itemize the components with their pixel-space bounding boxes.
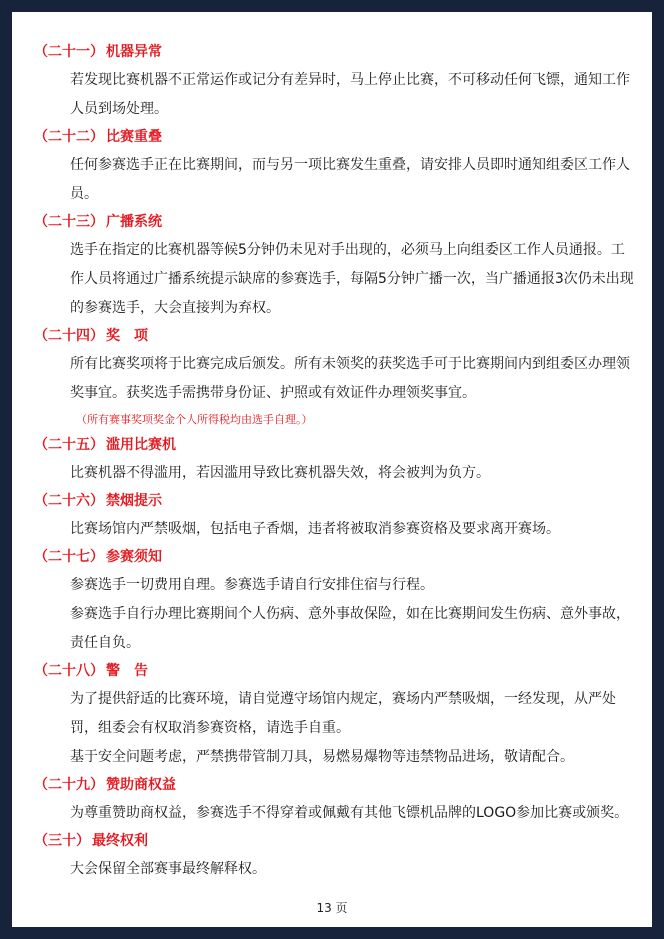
rule-section <box>34 661 634 775</box>
rule-section <box>34 212 634 326</box>
section-note: （所有赛事奖项奖金个人所得税均由选手自理。） <box>76 413 313 426</box>
section-number: （二十六） <box>34 493 104 509</box>
rule-section <box>34 831 634 887</box>
section-title: 赞助商权益 <box>106 777 176 793</box>
section-heading <box>34 212 634 232</box>
page-number: 13 页 <box>316 901 348 915</box>
section-heading <box>34 547 634 567</box>
section-paragraph: 比赛场馆内严禁吸烟，包括电子香烟，违者将被取消参赛资格及要求离开赛场。 <box>70 521 560 537</box>
section-paragraph: 为了提供舒适的比赛环境，请自觉遵守场馆内规定，赛场内严禁吸烟，一经发现，从严处罚，组委会有权取消参赛资格，请选手自重。 <box>70 691 616 736</box>
section-title: 最终权利 <box>92 833 148 849</box>
rule-section <box>34 42 634 127</box>
section-paragraph: 比赛机器不得滥用，若因滥用导致比赛机器失效，将会被判为负方。 <box>70 465 490 481</box>
section-title: 比赛重叠 <box>106 129 162 145</box>
section-number: （二十一） <box>34 44 104 60</box>
section-title: 奖 项 <box>106 328 148 344</box>
rule-section <box>34 326 634 435</box>
section-paragraph: 基于安全问题考虑，严禁携带管制刀具，易燃易爆物等违禁物品进场，敬请配合。 <box>70 749 574 765</box>
rule-section <box>34 547 634 661</box>
section-heading <box>34 775 634 795</box>
section-title: 参赛须知 <box>106 549 162 565</box>
section-heading <box>34 435 634 455</box>
section-heading <box>34 42 634 62</box>
section-title: 广播系统 <box>106 214 162 230</box>
rules-content <box>34 42 634 887</box>
section-paragraph: 选手在指定的比赛机器等候5分钟仍未见对手出现的，必须马上向组委区工作人员通报。工作人员将通过广播系统提示缺席的参赛选手，每隔5分钟广播一次，当广播通报3次仍未出现的参赛选手，大会直接判为弃权。 <box>70 242 634 316</box>
section-paragraph: 若发现比赛机器不正常运作或记分有差异时，马上停止比赛，不可移动任何飞镖，通知工作人员到场处理。 <box>70 72 630 117</box>
rule-section <box>34 491 634 547</box>
section-number: （三十） <box>34 833 90 849</box>
section-title: 机器异常 <box>106 44 162 60</box>
section-paragraph: 为尊重赞助商权益，参赛选手不得穿着或佩戴有其他飞镖机品牌的LOGO参加比赛或颁奖。 <box>70 805 629 821</box>
section-number: （二十七） <box>34 549 104 565</box>
section-heading <box>34 661 634 681</box>
section-heading <box>34 326 634 346</box>
section-heading <box>34 831 634 851</box>
section-number: （二十九） <box>34 777 104 793</box>
section-paragraph: 大会保留全部赛事最终解释权。 <box>70 861 266 877</box>
rule-section <box>34 127 634 212</box>
section-number: （二十二） <box>34 129 104 145</box>
section-number: （二十三） <box>34 214 104 230</box>
section-heading <box>34 127 634 147</box>
section-title: 禁烟提示 <box>106 493 162 509</box>
section-paragraph: 参赛选手一切费用自理。参赛选手请自行安排住宿与行程。 <box>70 577 434 593</box>
section-number: （二十八） <box>34 663 104 679</box>
section-heading <box>34 491 634 511</box>
rule-section <box>34 775 634 831</box>
section-paragraph: 所有比赛奖项将于比赛完成后颁发。所有未领奖的获奖选手可于比赛期间内到组委区办理领奖事宜。获奖选手需携带身份证、护照或有效证件办理领奖事宜。 <box>70 356 630 401</box>
section-paragraph: 参赛选手自行办理比赛期间个人伤病、意外事故保险，如在比赛期间发生伤病、意外事故，责任自负。 <box>70 606 630 651</box>
rule-section <box>34 435 634 491</box>
section-number: （二十四） <box>34 328 104 344</box>
document-page <box>12 12 652 927</box>
section-title: 滥用比赛机 <box>106 437 176 453</box>
section-paragraph: 任何参赛选手正在比赛期间，而与另一项比赛发生重叠，请安排人员即时通知组委区工作人员。 <box>70 157 630 202</box>
section-number: （二十五） <box>34 437 104 453</box>
section-title: 警 告 <box>106 663 148 679</box>
